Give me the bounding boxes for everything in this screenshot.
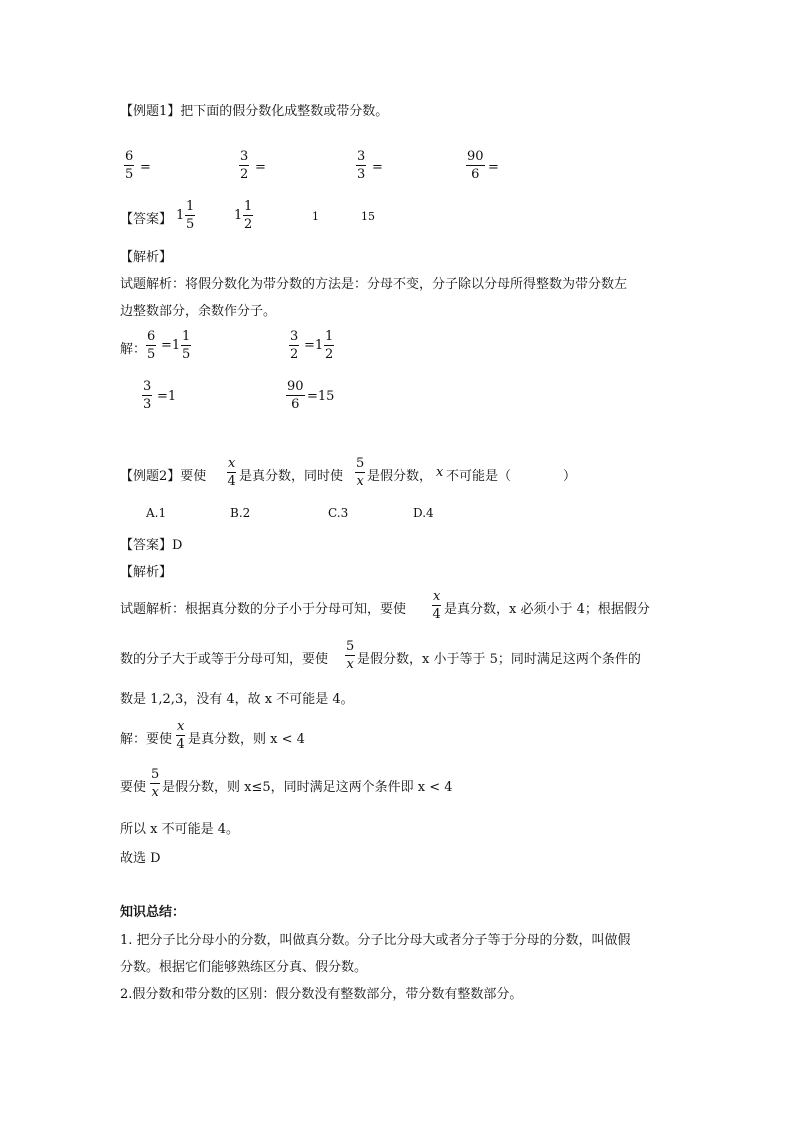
option-d: D.4 bbox=[413, 506, 434, 520]
solution-equals-3: =1 bbox=[157, 389, 177, 404]
example2-title-mid: 是真分数，同时使 bbox=[239, 469, 344, 484]
example2-solution-fraction-1: $\frac{x}{4}$ bbox=[176, 719, 185, 752]
option-a: A.1 bbox=[146, 506, 167, 520]
example2-analysis-p2-post: 是假分数，x 小于等于 5；同时满足这两个条件的 bbox=[357, 652, 641, 667]
example2-fraction-2: $\frac{5}{x}$ bbox=[356, 456, 365, 489]
example2-solution-4: 故选 D bbox=[120, 851, 161, 866]
example2-title-post: 是假分数， bbox=[367, 469, 433, 484]
solution-prefix: 解： bbox=[120, 342, 147, 357]
analysis-line-1: 试题解析：将假分数化为带分数的方法是：分母不变，分子除以分母所得整数为带分数左 bbox=[120, 277, 628, 292]
example1-title: 【例题1】把下面的假分数化成整数或带分数。 bbox=[120, 104, 389, 119]
example2-analysis-label: 【解析】 bbox=[120, 565, 173, 580]
example2-analysis-p1-pre: 试题解析：根据真分数的分子小于分母可知，要使 bbox=[120, 602, 407, 617]
example2-title-end: 不可能是（ ） bbox=[446, 469, 577, 484]
solution-equals-1: =1 bbox=[161, 338, 181, 353]
answer-3: 1 bbox=[312, 210, 319, 223]
example2-analysis-fraction-1: $\frac{x}{4}$ bbox=[432, 589, 441, 622]
summary-line-3: 2.假分数和带分数的区别：假分数没有整数部分，带分数有整数部分。 bbox=[120, 987, 523, 1002]
equals-sign: = bbox=[488, 160, 499, 175]
option-b: B.2 bbox=[230, 506, 251, 520]
answer-1-whole: 1 bbox=[176, 208, 185, 223]
answer-2-fraction: $\frac{1}{2}$ bbox=[244, 199, 253, 232]
answer-2-whole: 1 bbox=[234, 208, 243, 223]
analysis-line-2: 边整数部分，余数作分子。 bbox=[120, 304, 277, 319]
example2-solution-2-pre: 要使 bbox=[120, 780, 147, 795]
solution-fraction-1: $\frac{6}{5}$ bbox=[147, 329, 156, 362]
example2-title-x: x bbox=[436, 465, 444, 480]
solution-fraction-3: $\frac{3}{3}$ bbox=[143, 379, 152, 412]
equals-sign: = bbox=[372, 160, 383, 175]
example2-solution-fraction-2: $\frac{5}{x}$ bbox=[151, 767, 160, 800]
example2-analysis-fraction-2: $\frac{5}{x}$ bbox=[346, 639, 355, 672]
equals-sign: = bbox=[255, 160, 266, 175]
example2-solution-2-post: 是假分数，则 x≤5，同时满足这两个条件即 x < 4 bbox=[162, 780, 453, 795]
example2-title-pre: 【例题2】要使 bbox=[120, 469, 207, 484]
summary-title: 知识总结： bbox=[120, 905, 186, 920]
solution-equals-4: =15 bbox=[307, 389, 335, 404]
solution-result-fraction-2: $\frac{1}{2}$ bbox=[325, 329, 334, 362]
example2-fraction-1: $\frac{x}{4}$ bbox=[227, 456, 236, 489]
option-c: C.3 bbox=[328, 506, 349, 520]
analysis-label: 【解析】 bbox=[120, 250, 173, 265]
answer-4: 15 bbox=[361, 210, 375, 223]
example2-analysis-p1-post: 是真分数，x 必须小于 4；根据假分 bbox=[444, 602, 650, 617]
example2-solution-3: 所以 x 不可能是 4。 bbox=[120, 822, 239, 837]
summary-line-2: 分数。根据它们能够熟练区分真、假分数。 bbox=[120, 960, 368, 975]
solution-equals-2: =1 bbox=[304, 338, 324, 353]
question-fraction-4: $\frac{90}{6}$ bbox=[467, 149, 484, 182]
solution-fraction-4: $\frac{90}{6}$ bbox=[287, 379, 304, 412]
answer-1-fraction: $\frac{1}{5}$ bbox=[186, 199, 195, 232]
solution-result-fraction-1: $\frac{1}{5}$ bbox=[182, 329, 191, 362]
solution-fraction-2: $\frac{3}{2}$ bbox=[290, 329, 299, 362]
example2-solution-1-pre: 解：要使 bbox=[120, 732, 173, 747]
example2-solution-1-post: 是真分数，则 x < 4 bbox=[188, 732, 305, 747]
answer-label: 【答案】 bbox=[120, 212, 173, 227]
example2-analysis-p3: 数是 1,2,3，没有 4，故 x 不可能是 4。 bbox=[120, 692, 354, 707]
example2-answer: 【答案】D bbox=[120, 538, 183, 553]
example2-analysis-p2-pre: 数的分子大于或等于分母可知，要使 bbox=[120, 652, 329, 667]
question-fraction-2: $\frac{3}{2}$ bbox=[240, 149, 249, 182]
summary-line-1: 1. 把分子比分母小的分数，叫做真分数。分子比分母大或者分子等于分母的分数，叫做假 bbox=[120, 933, 631, 948]
equals-sign: = bbox=[140, 160, 151, 175]
question-fraction-1: $\frac{6}{5}$ bbox=[125, 149, 134, 182]
question-fraction-3: $\frac{3}{3}$ bbox=[357, 149, 366, 182]
